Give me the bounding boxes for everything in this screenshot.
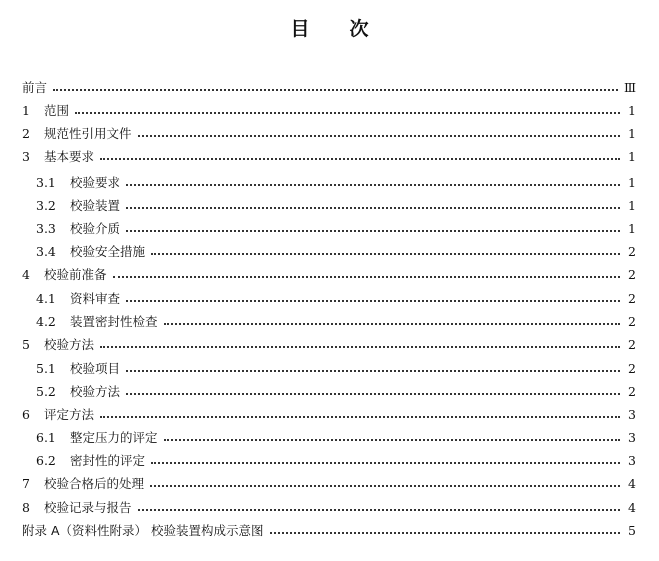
toc-entry-label: 校验记录与报告 — [44, 500, 132, 515]
toc-entry-number: 6 — [22, 407, 30, 422]
toc-entry-page: 2 — [628, 267, 636, 282]
toc-entry-label: 资料审查 — [70, 291, 121, 306]
toc-entry-label: 范围 — [44, 103, 70, 118]
dot-leader — [270, 532, 621, 534]
toc-entry-number: 3.1 — [36, 175, 56, 190]
toc-entry-label: 校验合格后的处理 — [44, 476, 145, 491]
dot-leader — [126, 300, 620, 302]
toc-entry-number: 4.2 — [36, 314, 56, 329]
dot-leader — [138, 509, 620, 511]
toc-title — [0, 14, 659, 41]
toc-entry[interactable] — [22, 147, 636, 167]
toc-entry[interactable] — [22, 265, 636, 285]
toc-entry-page: 4 — [628, 476, 636, 491]
toc-entry[interactable] — [22, 219, 636, 239]
dot-leader — [100, 416, 620, 418]
toc-entry-label: 附录 A（资料性附录） 校验装置构成示意图 — [22, 523, 264, 538]
dot-leader — [150, 485, 620, 487]
toc-entry-number: 3.4 — [36, 244, 56, 259]
toc-entry[interactable] — [22, 196, 636, 216]
title-char-1: 目 — [290, 18, 310, 40]
toc-entry[interactable] — [22, 242, 636, 262]
toc-entry-page: 1 — [628, 126, 636, 141]
toc-entry-number: 6.1 — [36, 430, 56, 445]
toc-entry-label: 整定压力的评定 — [70, 430, 158, 445]
toc-entry-page: 2 — [628, 314, 636, 329]
toc-entry[interactable] — [22, 173, 636, 193]
toc-entry-number: 5.1 — [36, 361, 56, 376]
toc-entry-label: 前言 — [22, 80, 48, 95]
toc-entry-label: 基本要求 — [44, 149, 95, 164]
toc-entry-label: 装置密封性检查 — [70, 314, 158, 329]
toc-entry-number: 1 — [22, 103, 30, 118]
toc-entry[interactable] — [22, 382, 636, 402]
dot-leader — [53, 89, 618, 91]
toc-entry-number: 5 — [22, 337, 30, 352]
toc-entry[interactable] — [22, 405, 636, 425]
toc-entry[interactable] — [22, 78, 636, 98]
toc-entry-page: 3 — [628, 453, 636, 468]
toc-entry-page: 1 — [628, 221, 636, 236]
dot-leader — [100, 346, 620, 348]
toc-entry-number: 5.2 — [36, 384, 56, 399]
toc-entry-number: 2 — [22, 126, 30, 141]
toc-entry[interactable] — [22, 359, 636, 379]
toc-entry-number: 7 — [22, 476, 30, 491]
toc-entry-label: 密封性的评定 — [70, 453, 146, 468]
dot-leader — [113, 276, 620, 278]
dot-leader — [126, 370, 620, 372]
toc-entry-page: 3 — [628, 430, 636, 445]
toc-entry[interactable] — [22, 451, 636, 471]
toc-entry-page: 2 — [628, 384, 636, 399]
toc-entry-page: 3 — [628, 407, 636, 422]
toc-entry-label: 校验项目 — [70, 361, 121, 376]
toc-entry-page: 2 — [628, 361, 636, 376]
toc-entry-page: 1 — [628, 175, 636, 190]
dot-leader — [164, 439, 620, 441]
dot-leader — [151, 462, 620, 464]
toc-entry-label: 校验方法 — [44, 337, 95, 352]
toc-entry-label: 校验前准备 — [44, 267, 107, 282]
toc-entry-label: 校验介质 — [70, 221, 121, 236]
toc-entry-page: 2 — [628, 291, 636, 306]
toc-entry-page: 4 — [628, 500, 636, 515]
dot-leader — [126, 207, 620, 209]
toc-entry[interactable] — [22, 428, 636, 448]
toc-entry[interactable] — [22, 335, 636, 355]
toc-entry-label: 校验要求 — [70, 175, 121, 190]
toc-entry[interactable] — [22, 498, 636, 518]
toc-entry-number: 3.3 — [36, 221, 56, 236]
toc-entry[interactable] — [22, 474, 636, 494]
dot-leader — [138, 135, 620, 137]
toc-entry-page: 1 — [628, 103, 636, 118]
toc-entry-page: 1 — [628, 149, 636, 164]
toc-entry[interactable] — [22, 289, 636, 309]
toc-entry[interactable] — [22, 521, 636, 541]
toc-entry-number: 4 — [22, 267, 30, 282]
toc-entry-page: 1 — [628, 198, 636, 213]
toc-entry-label: 校验安全措施 — [70, 244, 146, 259]
toc-entry-page: Ⅲ — [623, 80, 636, 95]
toc-entry[interactable] — [22, 312, 636, 332]
toc-entry[interactable] — [22, 101, 636, 121]
dot-leader — [126, 230, 620, 232]
toc-entry-label: 校验方法 — [70, 384, 121, 399]
dot-leader — [75, 112, 620, 114]
toc-entry-number: 4.1 — [36, 291, 56, 306]
dot-leader — [126, 393, 620, 395]
toc-entry-page: 5 — [628, 523, 636, 538]
dot-leader — [151, 253, 620, 255]
dot-leader — [126, 184, 620, 186]
toc-entry-label: 规范性引用文件 — [44, 126, 132, 141]
title-char-2: 次 — [349, 18, 369, 40]
toc-entry-label: 评定方法 — [44, 407, 95, 422]
toc-entry-page: 2 — [628, 337, 636, 352]
toc-entry-page: 2 — [628, 244, 636, 259]
toc-entry-number: 3.2 — [36, 198, 56, 213]
toc-entry-number: 6.2 — [36, 453, 56, 468]
toc-entry-label: 校验装置 — [70, 198, 121, 213]
toc-entry-number: 8 — [22, 500, 30, 515]
dot-leader — [164, 323, 620, 325]
dot-leader — [100, 158, 620, 160]
toc-entry-number: 3 — [22, 149, 30, 164]
toc-entry[interactable] — [22, 124, 636, 144]
